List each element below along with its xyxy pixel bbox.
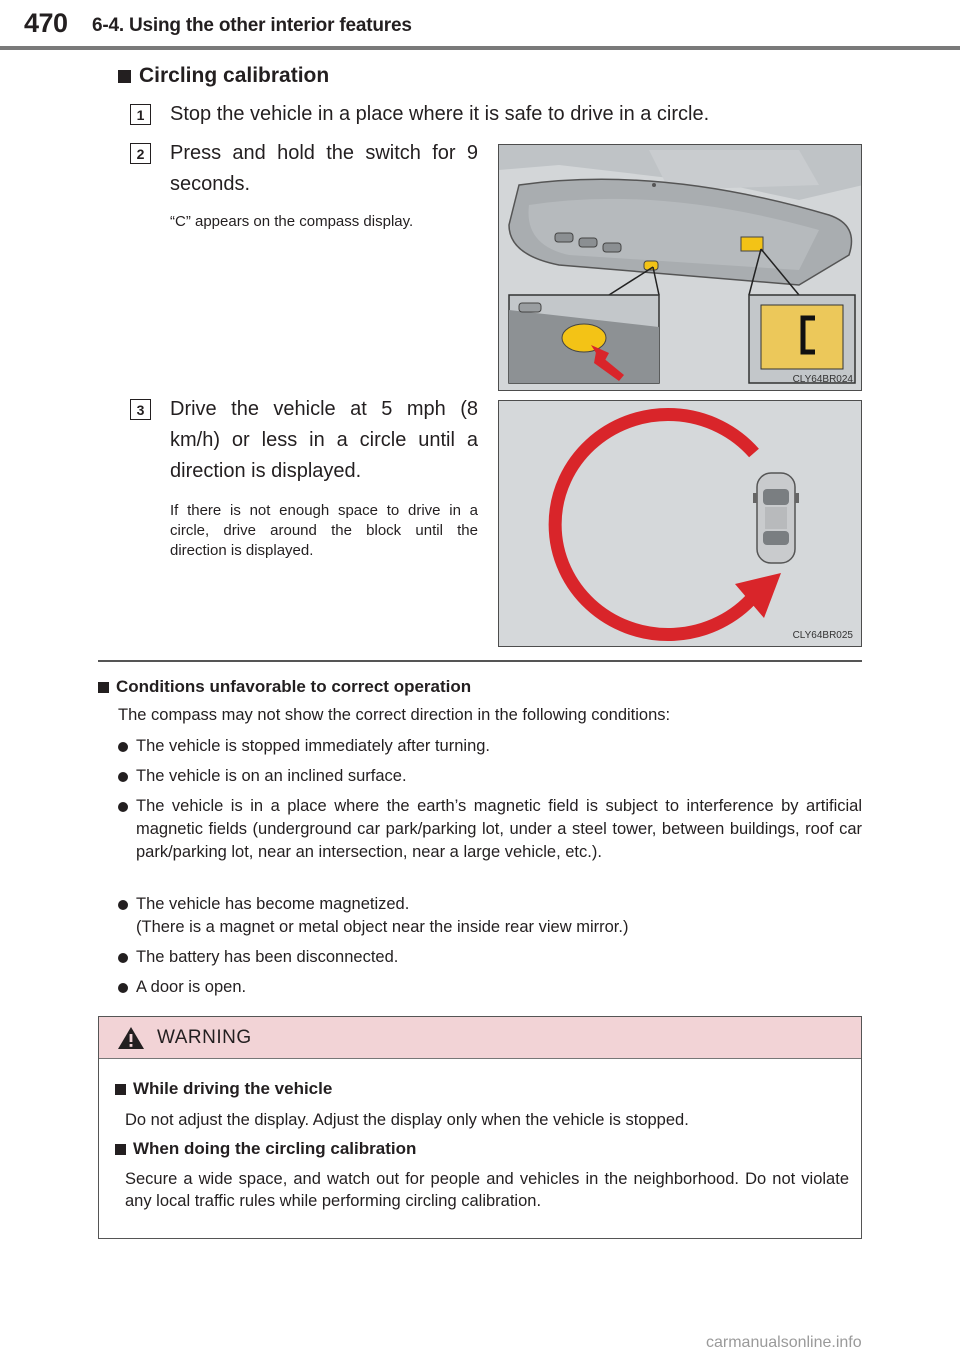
square-bullet-icon (115, 1144, 126, 1155)
step-2-text: Press and hold the switch for 9 seconds. (170, 142, 478, 195)
step-1-text: Stop the vehicle in a place where it is safe to drive in a circle. (170, 103, 710, 125)
section-title: 6-4. Using the other interior features (92, 15, 412, 36)
bullet-dot-icon (118, 983, 128, 993)
square-bullet-icon (118, 70, 131, 83)
step-number-1: 1 (130, 104, 151, 125)
list-item: The vehicle is on an inclined surface. (118, 765, 862, 788)
bullet-dot-icon (118, 772, 128, 782)
conditions-intro: The compass may not show the correct direction in the following conditions: (118, 706, 671, 724)
section-divider (98, 660, 862, 662)
warning-text-driving: Do not adjust the display. Adjust the display only when the vehicle is stopped. (125, 1111, 689, 1129)
bullet-dot-icon (118, 900, 128, 910)
page-number: 470 (24, 8, 68, 38)
warning-heading-driving: While driving the vehicle (115, 1079, 332, 1099)
bullet-dot-icon (118, 953, 128, 963)
step-3-note: If there is not enough space to drive in a circle, drive around the block until the direction is displayed. (170, 502, 478, 559)
figure-code: CLY64BR025 (792, 630, 853, 641)
circling-heading: Circling calibration (118, 64, 329, 88)
square-bullet-icon (98, 682, 109, 693)
warning-title: WARNING (157, 1027, 252, 1048)
list-item: The battery has been disconnected. (118, 946, 862, 969)
step-3-text: Drive the vehicle at 5 mph (8 km/h) or less in a circle until a direction is displayed. (170, 398, 478, 482)
list-item: The vehicle is stopped immediately after turning. (118, 735, 862, 758)
warning-text-calibration: Secure a wide space, and watch out for people and vehicles in the neighborhood. Do not violate any local traffic rules while performing circling calibration. (125, 1170, 849, 1210)
warning-triangle-icon (117, 1026, 145, 1050)
list-item-line: The vehicle has become magnetized. (136, 895, 410, 913)
circular-arrow-icon (499, 401, 862, 647)
warning-box (98, 1016, 862, 1239)
step-number-3: 3 (130, 399, 151, 420)
warning-heading-calibration: When doing the circling calibration (115, 1139, 416, 1159)
circle-driving-illustration (498, 400, 862, 647)
list-item (118, 893, 862, 939)
bullet-dot-icon (118, 742, 128, 752)
figure-code: CLY64BR024 (792, 374, 853, 385)
header-rule (0, 46, 960, 50)
conditions-heading: Conditions unfavorable to correct operation (98, 677, 471, 697)
step-2-note: “C” appears on the compass display. (170, 213, 414, 230)
mirror-switch-icon (499, 145, 862, 391)
bullet-dot-icon (118, 802, 128, 812)
list-item: A door is open. (118, 976, 862, 999)
list-item-line: (There is a magnet or metal object near the inside rear view mirror.) (136, 918, 629, 936)
mirror-illustration (498, 144, 862, 391)
square-bullet-icon (115, 1084, 126, 1095)
page-header (0, 0, 960, 50)
step-number-2: 2 (130, 143, 151, 164)
list-item: The vehicle is in a place where the earth’s magnetic field is subject to interference by artificial magnetic fields (underground car park/parking lot, under a steel tower, between buildings, roof car park/parking lot, near an intersection, near a large vehicle, etc.). (118, 795, 862, 864)
warning-header (99, 1017, 861, 1059)
watermark: carmanualsonline.info (706, 1334, 862, 1351)
